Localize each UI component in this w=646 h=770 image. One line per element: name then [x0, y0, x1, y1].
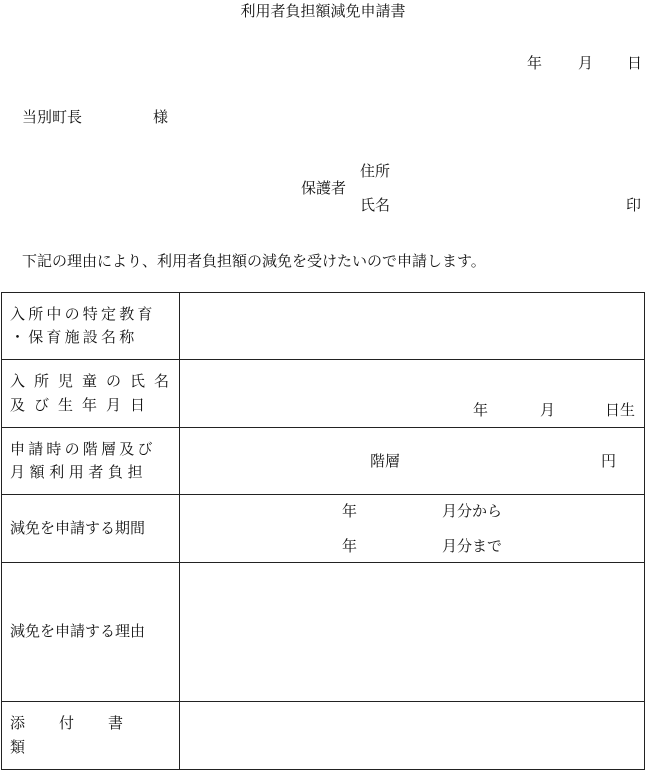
date-day-label: 日: [627, 54, 643, 72]
addressee-name: 当別町長: [22, 108, 83, 126]
period-field[interactable]: [180, 495, 645, 563]
tier-monthly-charge-field[interactable]: [180, 428, 645, 495]
tier-monthly-charge-label: [2, 428, 180, 495]
birth-day-label: 日生: [605, 401, 636, 419]
facility-name-label: [2, 293, 180, 360]
label-line: 入所児童の氏名: [10, 372, 179, 391]
facility-name-field[interactable]: [180, 293, 645, 360]
reason-label: 減免を申請する理由: [2, 563, 180, 702]
application-form-table: [1, 292, 645, 770]
period-to-month: 月分まで: [442, 537, 503, 555]
table-row: [2, 495, 645, 563]
document-title: 利用者負担額減免申請書: [240, 2, 406, 20]
table-row: [2, 702, 645, 770]
attachments-field[interactable]: [180, 702, 645, 770]
label-line: 月額利用者負担: [10, 463, 148, 481]
label-line: ・保育施設名称: [10, 328, 138, 346]
applicant-role: 保護者: [301, 179, 347, 197]
seal-mark: 印: [626, 196, 642, 214]
date-year-label: 年: [527, 54, 543, 72]
period-from-year: 年: [342, 502, 358, 520]
date-month-label: 月: [578, 54, 594, 72]
label-line: 及び生年月日: [10, 395, 155, 414]
addressee-honorific: 様: [153, 108, 169, 126]
child-name-birthdate-field[interactable]: [180, 360, 645, 428]
attachments-label: 添付書類: [2, 702, 180, 770]
label-line: 申請時の階層及び: [10, 439, 156, 458]
label-line: 入所中の特定教育: [10, 304, 156, 323]
table-row: [2, 293, 645, 360]
intro-text: 下記の理由により、利用者負担額の減免を受けたいので申請します。: [22, 252, 486, 270]
yen-label: 円: [601, 452, 617, 470]
reason-field[interactable]: [180, 563, 645, 702]
table-row: [2, 563, 645, 702]
period-from-month: 月分から: [442, 502, 503, 520]
address-label: 住所: [360, 162, 391, 180]
tier-label: 階層: [370, 452, 401, 470]
period-label: 減免を申請する期間: [2, 495, 180, 563]
child-name-birthdate-label: [2, 360, 180, 428]
table-row: [2, 360, 645, 428]
period-to-year: 年: [342, 537, 358, 555]
birth-month-label: 月: [540, 401, 556, 419]
name-label: 氏名: [360, 196, 391, 214]
table-row: [2, 428, 645, 495]
birth-year-label: 年: [473, 401, 489, 419]
